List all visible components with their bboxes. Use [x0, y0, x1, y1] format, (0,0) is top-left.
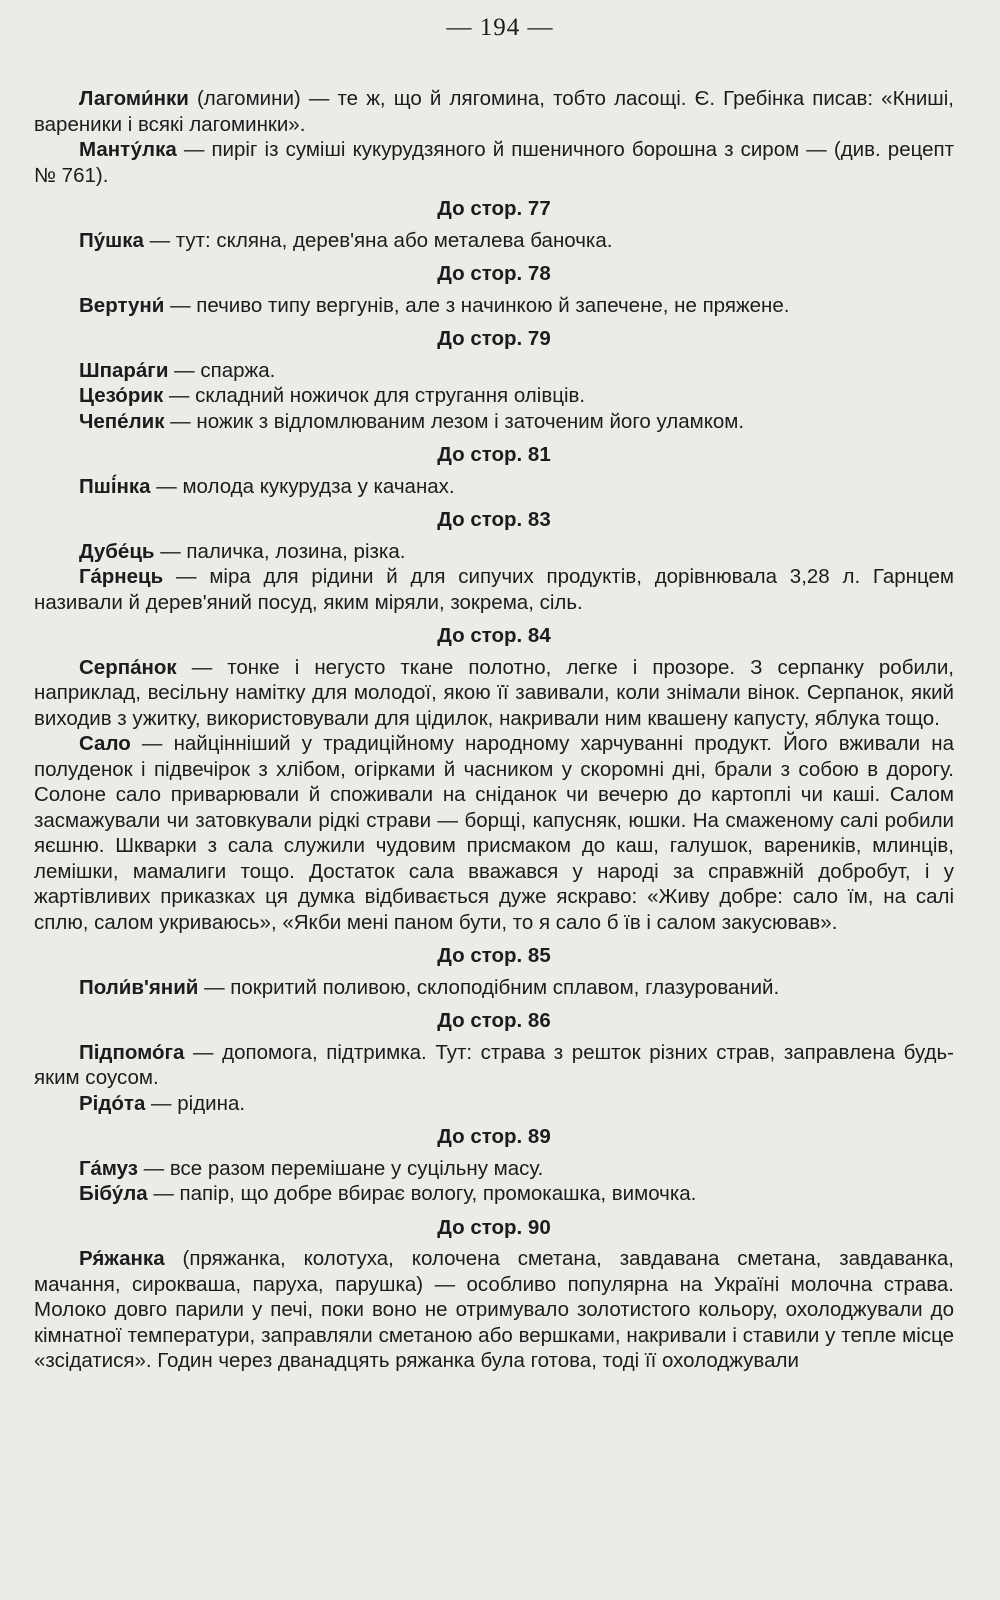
glossary-entry — [34, 731, 954, 935]
entry-definition: (лагомини) — те ж, що й лягомина, тобто ласощі. Є. Гребінка писав: «Книші, вареники і всякі лагоминки». — [34, 87, 954, 136]
entry-definition: — рідина. — [145, 1091, 246, 1115]
section-heading: До стор. 84 — [437, 624, 551, 647]
entry-term: Ря́жанка — [79, 1247, 165, 1270]
entry-definition: — папір, що добре вбирає вологу, промокашка, вимочка. — [147, 1182, 697, 1205]
glossary-entry — [34, 975, 954, 1001]
entry-term: Манту́лка — [79, 138, 177, 161]
glossary-content — [34, 86, 954, 1374]
section-heading: До стор. 79 — [437, 327, 551, 350]
section-heading: До стор. 81 — [437, 443, 551, 466]
glossary-entry — [34, 1181, 954, 1207]
section-heading: До стор. 78 — [437, 262, 551, 285]
entry-term: Цезо́рик — [79, 384, 164, 407]
section-heading: До стор. 85 — [437, 944, 551, 967]
entry-definition: (пряжанка, колотуха, колочена сметана, завдавана сметана, завдаванка, мачання, сироквашa, паруха, парушка) — особливо популярна на Україні молочна страва. Молоко довго парили у печі, поки воно не отримувало золотистого кольору, охолоджували до кімнатної температури, заправляли сметаною або вершками, накривали і ставили у тепле місце «зсідатися». Годин через дванадцять ряжанка була готова, тоді її охолоджували — [34, 1247, 954, 1372]
entry-term: Шпара́ги — [79, 358, 169, 382]
entry-definition: — найцінніший у традиційному народному харчуванні продукт. Його вживали на полуденок і підвечірок з хлібом, огірками й часником у скоромні дні, брали з собою в дорогу. Солоне сало приварювали й споживали на сніданок чи вечерю до картоплі чи каші. Салом засмажували чи затовкували рідкі страви — борщі, капусняк, юшки. На смаженому салі робили яєшню. Шкварки з сала служили чудовим присмаком до каш, галушок, вареників, млинців, лемішки, мамалиги тощо. Достаток сала вважався у народі за справжній добробут, і у жартівливих приказках ця думка відбивається дуже яскраво: «Живу добре: сало їм, на салі сплю, салом укриваюсь», «Якби мені паном бути, то я сало б їв і салом закусював». — [34, 732, 954, 934]
entry-definition: — тонке і негусто ткане полотно, легке і прозоре. З серпанку робили, наприклад, весільну намітку для молодої, якою її завивали, коли знімали вінок. Серпанок, який виходив з ужитку, використовували для цідилок, накривали ним квашену капусту, яблука тощо. — [34, 655, 954, 730]
page-number: — 194 — — [446, 14, 554, 41]
entry-term: Рідо́та — [79, 1091, 146, 1115]
glossary-entry — [34, 228, 954, 254]
entry-term: Лагоми́нки — [79, 87, 189, 110]
entry-definition: — паличка, лозина, різка. — [154, 539, 406, 563]
entry-definition: — пиріг із суміші кукурудзяного й пшеничного борошна з сиром — (див. рецепт № 761). — [34, 138, 954, 187]
glossary-entry — [34, 409, 954, 435]
glossary-entry — [34, 1040, 954, 1091]
section-heading: До стор. 90 — [437, 1215, 551, 1239]
entry-definition: — покритий поливою, склоподібним сплавом, глазурований. — [198, 975, 780, 999]
entry-definition: — спаржа. — [168, 358, 276, 382]
entry-term: Бібу́ла — [79, 1182, 148, 1205]
glossary-entry — [34, 474, 954, 500]
glossary-entry — [34, 539, 954, 565]
entry-term: Пу́шка — [79, 228, 144, 252]
section-heading: До стор. 86 — [437, 1009, 551, 1032]
entry-definition: — печиво типу вергунів, але з начинкою й запечене, не пряжене. — [164, 293, 790, 317]
entry-definition: — ножик з відломлюваним лезом і заточеним його уламком. — [164, 409, 745, 433]
entry-term: Дубе́ць — [79, 539, 155, 563]
entry-term: Підпомо́га — [79, 1040, 185, 1064]
glossary-entry — [34, 137, 954, 188]
section-heading: До стор. 83 — [437, 508, 551, 531]
glossary-entry — [34, 383, 954, 409]
entry-term: Сало — [79, 732, 131, 755]
entry-definition: — все разом перемішане у суцільну масу. — [137, 1156, 544, 1180]
entry-definition: — складний ножичок для стругання олівців. — [163, 384, 586, 407]
section-heading: До стор. 89 — [437, 1125, 551, 1148]
entry-definition: — міра для рідини й для сипучих продуктів, дорівнювала 3,28 л. Гарнцем називали й дерев'яний посуд, яким міряли, зокрема, сіль. — [34, 565, 954, 614]
glossary-entry — [34, 1246, 954, 1374]
entry-definition: — молода кукурудза у качанах. — [150, 474, 455, 498]
entry-term: Серпа́нок — [79, 655, 177, 679]
glossary-entry — [34, 293, 954, 319]
glossary-entry — [34, 564, 954, 615]
entry-term: Пші́нка — [79, 474, 151, 498]
entry-definition: — допомога, підтримка. Тут: страва з решток різних страв, заправлена будь-яким соусом. — [34, 1040, 954, 1089]
glossary-entry — [34, 655, 954, 732]
glossary-entry — [34, 86, 954, 137]
entry-term: Чепе́лик — [79, 409, 165, 433]
glossary-entry — [34, 358, 954, 384]
entry-definition: — тут: скляна, дерев'яна або металева баночка. — [143, 228, 613, 252]
entry-term: Поли́в'яний — [79, 975, 199, 999]
entry-term: Га́рнець — [79, 565, 164, 588]
glossary-entry — [34, 1091, 954, 1117]
entry-term: Га́муз — [79, 1156, 138, 1180]
section-heading: До стор. 77 — [437, 197, 551, 220]
glossary-entry — [34, 1156, 954, 1182]
entry-term: Вертуни́ — [79, 293, 165, 317]
